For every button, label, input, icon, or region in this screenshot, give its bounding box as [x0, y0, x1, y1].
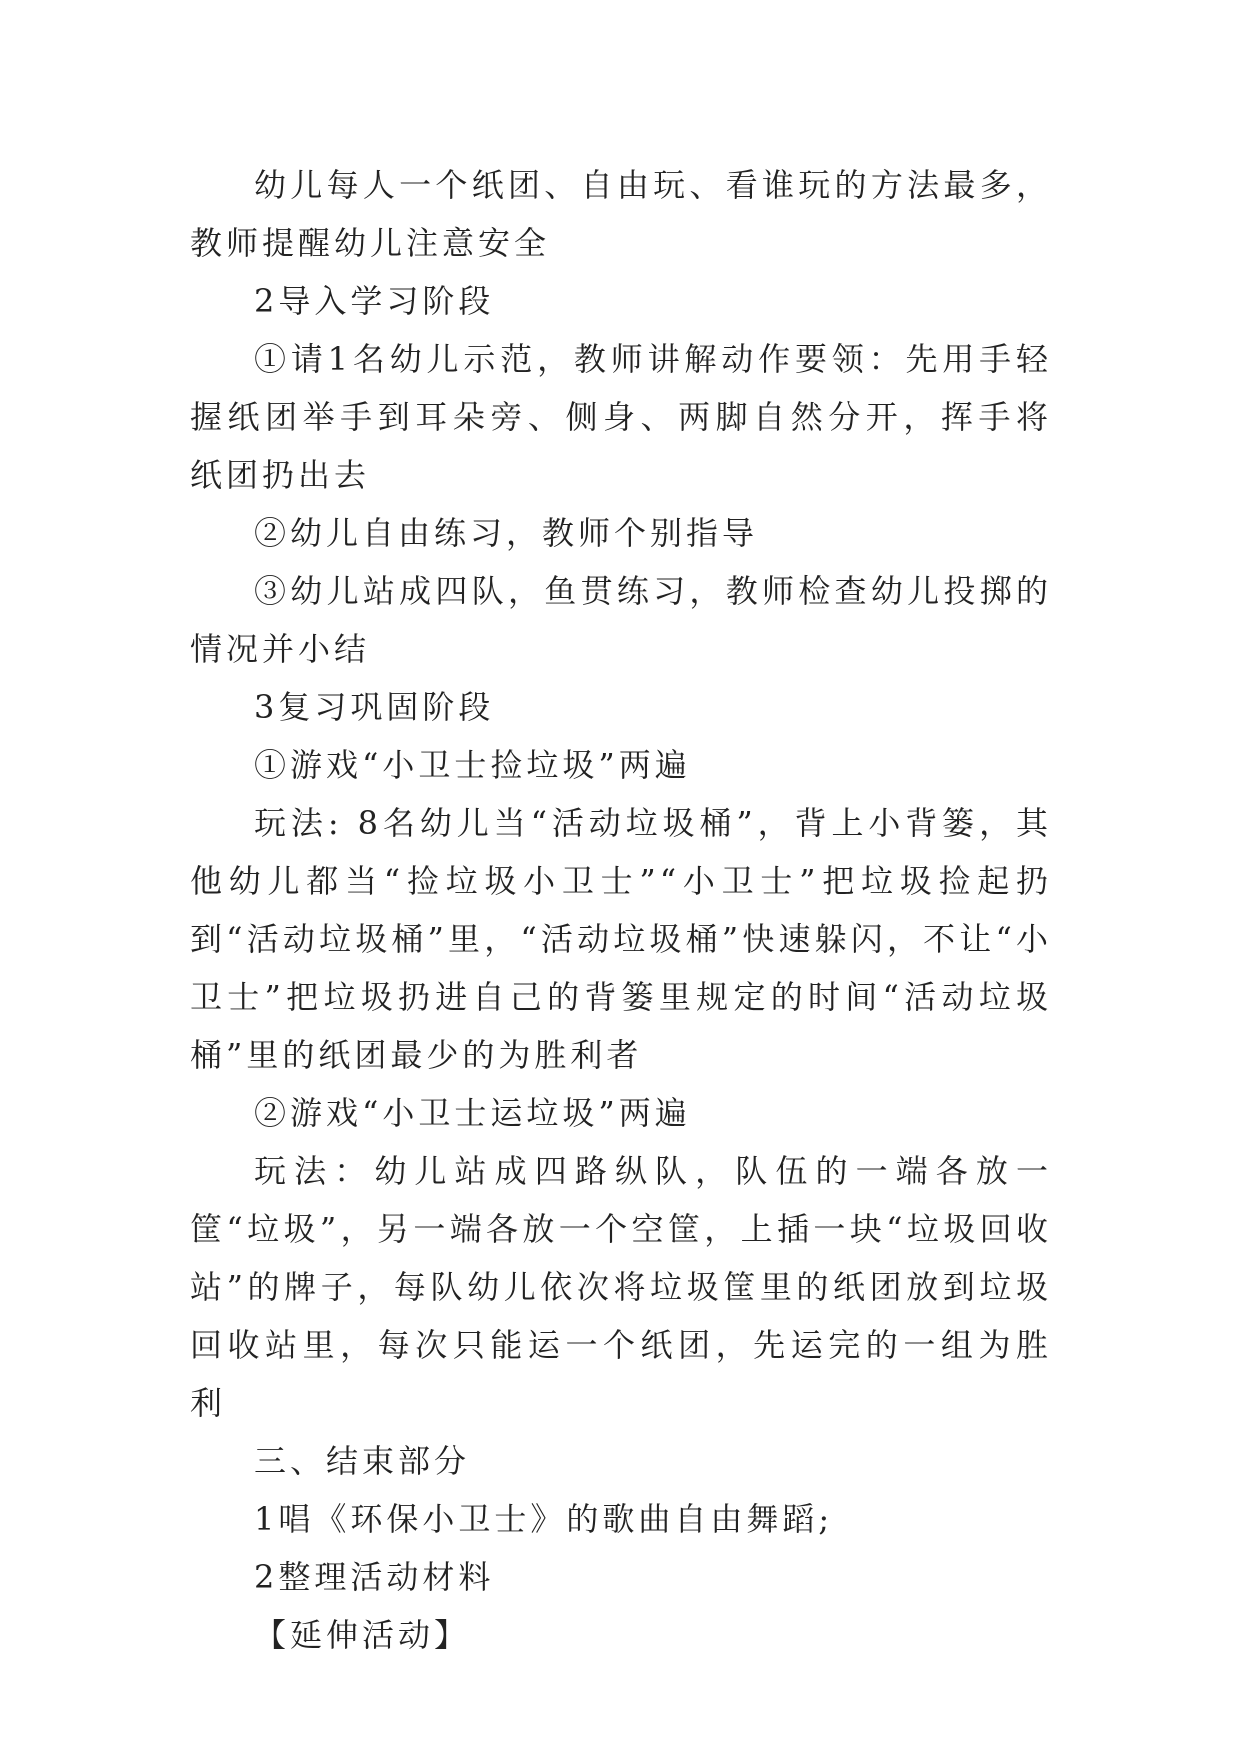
paragraph-sing-dance: 1唱《环保小卫士》的歌曲自由舞蹈; — [254, 1500, 834, 1538]
paragraph-warmup-play: 幼儿每人一个纸团、自由玩、看谁玩的方法最多，教师提醒幼儿注意安全 — [190, 166, 1052, 262]
paragraph-game-two-rules: 玩法：幼儿站成四路纵队，队伍的一端各放一筐“垃圾”，另一端各放一个空筐，上插一块“垃圾回收站”的牌子，每队幼儿依次将垃圾筐里的纸团放到垃圾回收站里，每次只能运一个纸团，先运完的一组为胜利 — [190, 1152, 1052, 1422]
paragraph-game-one-rules: 玩法: 8名幼儿当“活动垃圾桶”，背上小背篓，其他幼儿都当“捡垃圾小卫士”“小卫士”把垃圾捡起扔到“活动垃圾桶”里，“活动垃圾桶”快速躲闪，不让“小卫士”把垃圾扔进自己的背篓里规定的时间“活动垃圾桶”里的纸团最少的为胜利者 — [190, 804, 1052, 1074]
paragraph-tidy-materials: 2整理活动材料 — [254, 1558, 495, 1596]
heading-introduction-stage: 2导入学习阶段 — [254, 282, 495, 320]
paragraph-free-practice: ②幼儿自由练习，教师个别指导 — [254, 514, 759, 552]
heading-extension-activity: 【延伸活动】 — [254, 1616, 471, 1654]
document-body — [190, 156, 1052, 1664]
paragraph-game-two-title: ②游戏“小卫士运垃圾”两遍 — [254, 1094, 691, 1132]
paragraph-queue-practice: ③幼儿站成四队，鱼贯练习，教师检查幼儿投掷的情况并小结 — [190, 572, 1052, 668]
heading-review-stage: 3复习巩固阶段 — [254, 688, 495, 726]
heading-closing-part: 三、结束部分 — [254, 1442, 471, 1480]
paragraph-game-one-title: ①游戏“小卫士捡垃圾”两遍 — [254, 746, 691, 784]
paragraph-demonstration: ①请1名幼儿示范，教师讲解动作要领：先用手轻握纸团举手到耳朵旁、侧身、两脚自然分开，挥手将纸团扔出去 — [190, 340, 1052, 494]
